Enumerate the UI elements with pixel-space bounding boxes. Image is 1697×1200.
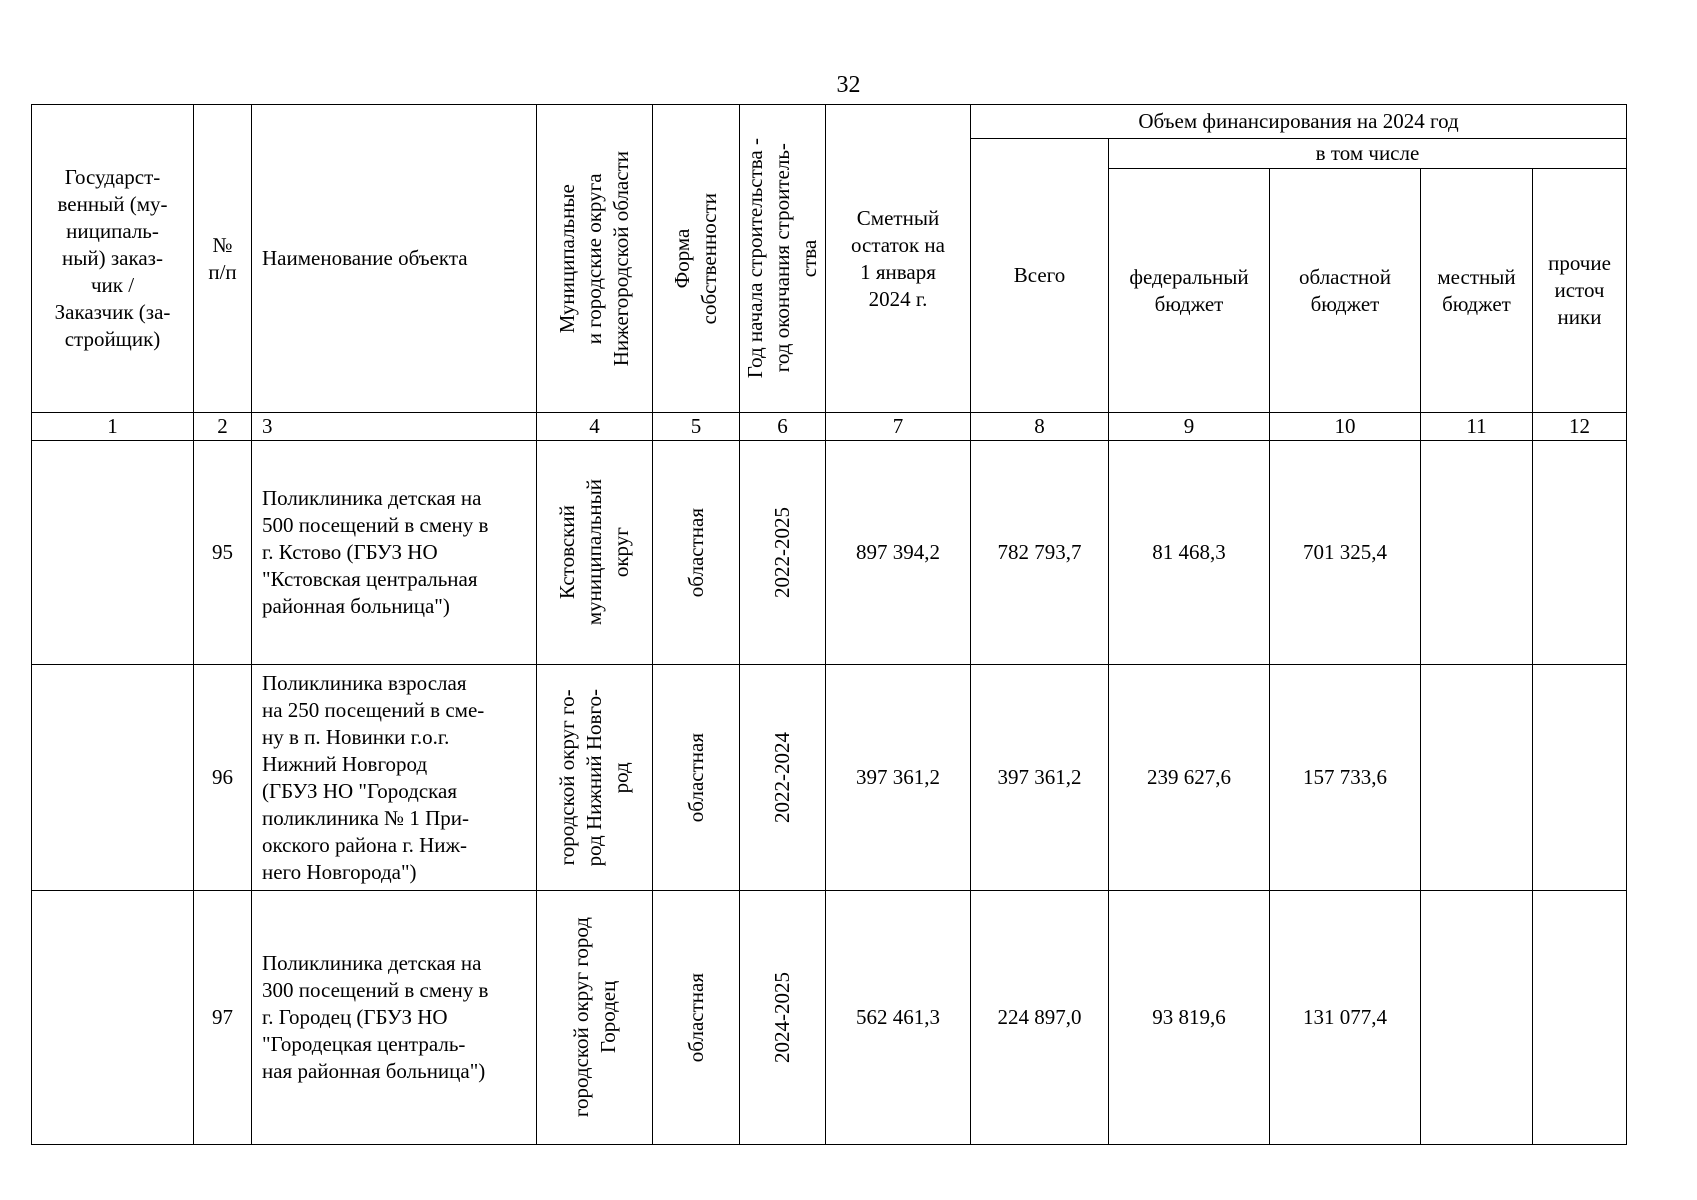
colnum-2: 2 <box>194 413 252 441</box>
colnum-10: 10 <box>1270 413 1421 441</box>
cell-object-name: Поликлиника взрослая на 250 посещений в сме- ну в п. Новинки г.о.г. Нижний Новгород (ГБУЗ НО "Городская поликлиника № 1 При- окского района г. Ниж- него Новгорода") <box>252 665 537 891</box>
cell-regional: 131 077,4 <box>1270 891 1421 1145</box>
header-total: Всего <box>971 139 1109 413</box>
cell-regional: 157 733,6 <box>1270 665 1421 891</box>
cell-number: 95 <box>194 441 252 665</box>
financing-table <box>31 104 1627 1145</box>
cell-ownership: областная <box>653 441 740 665</box>
cell-federal: 81 468,3 <box>1109 441 1270 665</box>
cell-municipality: городской округ го- род Нижний Новго- род <box>537 665 653 891</box>
header-estimate: Сметный остаток на 1 января 2024 г. <box>826 105 971 413</box>
cell-ownership: областная <box>653 891 740 1145</box>
colnum-8: 8 <box>971 413 1109 441</box>
cell-years: 2022-2025 <box>740 441 826 665</box>
page-number: 32 <box>836 72 861 98</box>
cell-customer <box>32 891 194 1145</box>
header-funding-title: Объем финансирования на 2024 год <box>971 105 1627 139</box>
cell-municipality: городской округ город Городец <box>537 891 653 1145</box>
header-municipality: Муниципальные и городские округа Нижегородской области <box>537 105 653 413</box>
header-object-name: Наименование объекта <box>252 105 537 413</box>
cell-estimate: 397 361,2 <box>826 665 971 891</box>
colnum-4: 4 <box>537 413 653 441</box>
cell-estimate: 562 461,3 <box>826 891 971 1145</box>
header-row-1 <box>32 105 1627 139</box>
cell-municipality: Кстовский муниципальный округ <box>537 441 653 665</box>
column-numbers-row <box>32 413 1627 441</box>
colnum-9: 9 <box>1109 413 1270 441</box>
colnum-3: 3 <box>252 413 537 441</box>
table-row <box>32 891 1627 1145</box>
cell-local <box>1421 891 1533 1145</box>
cell-estimate: 897 394,2 <box>826 441 971 665</box>
cell-total: 397 361,2 <box>971 665 1109 891</box>
colnum-11: 11 <box>1421 413 1533 441</box>
header-other: прочие источ ники <box>1533 169 1627 413</box>
header-ownership: Форма собственности <box>653 105 740 413</box>
cell-customer <box>32 441 194 665</box>
colnum-1: 1 <box>32 413 194 441</box>
header-local: местный бюджет <box>1421 169 1533 413</box>
table-row <box>32 441 1627 665</box>
cell-number: 97 <box>194 891 252 1145</box>
cell-regional: 701 325,4 <box>1270 441 1421 665</box>
header-years: Год начала строительства - год окончания строитель- ства <box>740 105 826 413</box>
header-federal: федеральный бюджет <box>1109 169 1270 413</box>
colnum-5: 5 <box>653 413 740 441</box>
cell-years: 2024-2025 <box>740 891 826 1145</box>
cell-local <box>1421 441 1533 665</box>
colnum-7: 7 <box>826 413 971 441</box>
cell-number: 96 <box>194 665 252 891</box>
header-including: в том числе <box>1109 139 1627 169</box>
cell-customer <box>32 665 194 891</box>
header-number: № п/п <box>194 105 252 413</box>
cell-federal: 239 627,6 <box>1109 665 1270 891</box>
cell-other <box>1533 665 1627 891</box>
header-customer: Государст- венный (му- ниципаль- ный) заказ- чик / Заказчик (за- стройщик) <box>32 105 194 413</box>
cell-object-name: Поликлиника детская на 300 посещений в смену в г. Городец (ГБУЗ НО "Городецкая централь- ная районная больница") <box>252 891 537 1145</box>
cell-other <box>1533 441 1627 665</box>
cell-other <box>1533 891 1627 1145</box>
cell-object-name: Поликлиника детская на 500 посещений в смену в г. Кстово (ГБУЗ НО "Кстовская центральная районная больница") <box>252 441 537 665</box>
cell-local <box>1421 665 1533 891</box>
table-row <box>32 665 1627 891</box>
header-regional: областной бюджет <box>1270 169 1421 413</box>
colnum-6: 6 <box>740 413 826 441</box>
cell-total: 782 793,7 <box>971 441 1109 665</box>
cell-ownership: областная <box>653 665 740 891</box>
cell-federal: 93 819,6 <box>1109 891 1270 1145</box>
colnum-12: 12 <box>1533 413 1627 441</box>
cell-total: 224 897,0 <box>971 891 1109 1145</box>
cell-years: 2022-2024 <box>740 665 826 891</box>
